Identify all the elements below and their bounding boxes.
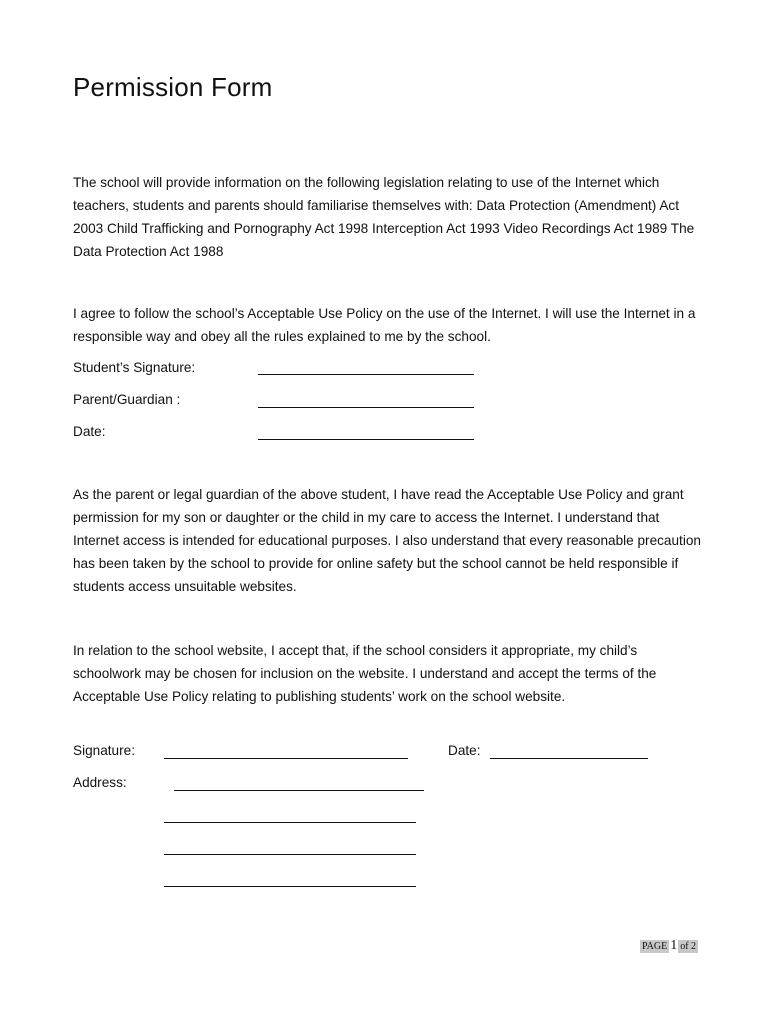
student-date-label: Date: [73, 424, 106, 439]
parent-guardian-label: Parent/Guardian : [73, 392, 181, 407]
page-title: Permission Form [73, 72, 273, 102]
legislation-paragraph: The school will provide information on the following legislation relating to use of the Internet which teachers, students and parents should familiarise themselves with: Data Protection (Amendment) Act 2003 Child Trafficking and Pornography Act 1998 Interception Act 1993 Video Recordings Act 1989 The Data Protection Act 1988 [73, 175, 695, 259]
final-date-label: Date: [448, 743, 481, 758]
signature-label: Signature: [73, 743, 135, 758]
student-date-line[interactable] [258, 439, 474, 440]
address-line-1[interactable] [174, 790, 424, 791]
address-line-2[interactable] [164, 822, 416, 823]
address-label: Address: [73, 775, 127, 790]
signature-line[interactable] [164, 758, 408, 759]
student-signature-line[interactable] [258, 374, 474, 375]
address-line-3[interactable] [164, 854, 416, 855]
page-total: of 2 [680, 941, 697, 952]
website-statement-paragraph: In relation to the school website, I accept that, if the school considers it appropriate, my child’s schoolwork may be chosen for inclusion on the website. I understand and accept the terms of the Acceptable Use Policy relating to publishing students’ work on the school website. [73, 643, 657, 704]
final-date-line[interactable] [490, 758, 648, 759]
student-signature-label: Student’s Signature: [73, 360, 196, 375]
address-line-4[interactable] [164, 886, 416, 887]
agreement-paragraph: I agree to follow the school’s Acceptable Use Policy on the use of the Internet. I will use the Internet in a responsible way and obey all the rules explained to me by the school. [73, 306, 696, 344]
parent-guardian-line[interactable] [258, 407, 474, 408]
page-number: 1 [670, 938, 678, 953]
guardian-statement-paragraph: As the parent or legal guardian of the above student, I have read the Acceptable Use Policy and grant permission for my son or daughter or the child in my care to access the Internet. I understand that Internet access is intended for educational purposes. I also understand that every reasonable precaution has been taken by the school to provide for online safety but the school cannot be held responsible if students access unsuitable websites. [73, 487, 701, 594]
page-number-footer [640, 938, 698, 955]
page-word: PAGE [642, 941, 668, 952]
